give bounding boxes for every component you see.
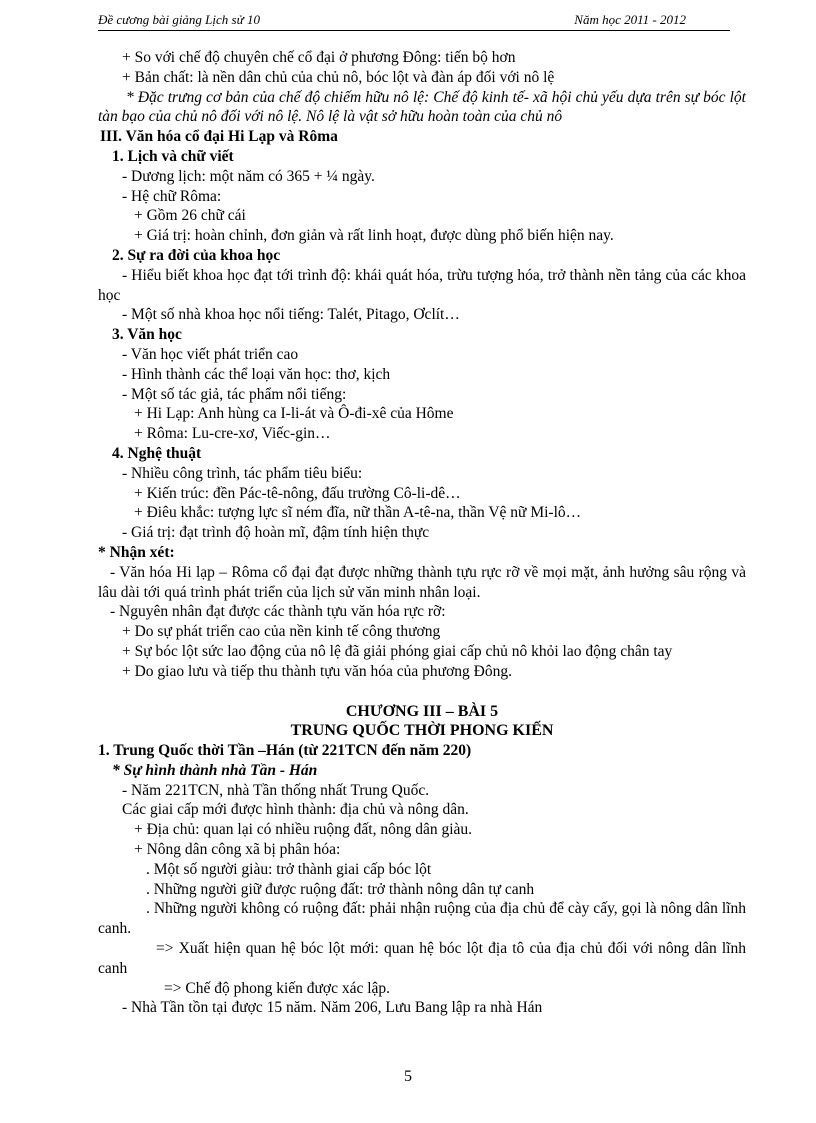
subsection-heading: 1. Lịch và chữ viết xyxy=(112,147,234,165)
text-line: - Hình thành các thể loại văn học: thơ, kịch xyxy=(122,365,391,383)
text-line: + Hi Lạp: Anh hùng ca I-li-át và Ô-đi-xê của Hôme xyxy=(134,405,454,423)
text-line: + Rôma: Lu-cre-xơ, Viếc-gin… xyxy=(134,425,331,443)
page-header xyxy=(98,10,730,31)
subsection-heading: 3. Văn học xyxy=(112,326,182,344)
text-paragraph: + Sự bóc lột sức lao động của nô lệ đã giải phóng giai cấp chủ nô khỏi lao động chân tay xyxy=(122,642,673,660)
remark-heading: * Nhận xét: xyxy=(98,543,175,561)
text-paragraph: - Văn hóa Hi lạp – Rôma cổ đại đạt được những thành tựu rực rỡ về mọi mặt, ảnh hưởng sâu rộng và lâu dài tới quá trình phát triển của lịch sử văn minh nhân loại. xyxy=(98,563,746,601)
section-heading: III. Văn hóa cổ đại Hi Lạp và Rôma xyxy=(100,128,338,146)
document-body xyxy=(98,48,746,1018)
text-line: + Do sự phát triển cao của nền kinh tế công thương xyxy=(122,623,441,641)
subsection-heading: * Sự hình thành nhà Tần - Hán xyxy=(112,761,318,779)
text-paragraph: * Đặc trưng cơ bản của chế độ chiếm hữu nô lệ: Chế độ kinh tế- xã hội chủ yếu dựa trên sự bóc lột tàn bạo của chủ nô đối với nô lệ. Nô lệ là vật sở hữu hoàn toàn của chủ nô xyxy=(98,88,746,126)
text-line: - Giá trị: đạt trình độ hoàn mĩ, đậm tính hiện thực xyxy=(122,524,430,542)
text-line: + Địa chủ: quan lại có nhiều ruộng đất, nông dân giàu. xyxy=(134,821,473,839)
header-title: Đề cương bài giảng Lịch sử 10 xyxy=(98,12,260,27)
header-school-year: Năm học 2011 - 2012 xyxy=(574,12,686,27)
text-line: - Hệ chữ Rôma: xyxy=(122,187,222,205)
subsection-heading: 2. Sự ra đời của khoa học xyxy=(112,246,281,264)
text-paragraph: => Xuất hiện quan hệ bóc lột mới: quan hệ bóc lột địa tô của địa chủ đối với nông dân lĩnh canh xyxy=(98,940,746,977)
text-line: + Gồm 26 chữ cái xyxy=(134,207,246,225)
text-line: + Giá trị: hoàn chỉnh, đơn giản và rất linh hoạt, được dùng phổ biến hiện nay. xyxy=(134,227,614,245)
section-heading: 1. Trung Quốc thời Tần –Hán (từ 221TCN đến năm 220) xyxy=(98,742,472,760)
text-line: - Văn học viết phát triển cao xyxy=(122,345,299,363)
subsection-heading: 4. Nghệ thuật xyxy=(112,444,202,462)
text-line: - Năm 221TCN, nhà Tần thống nhất Trung Quốc. xyxy=(122,781,430,799)
text-line: + Điêu khắc: tượng lực sĩ ném đĩa, nữ thần A-tê-na, thần Vệ nữ Mi-lô… xyxy=(134,504,582,522)
text-line: - Một số tác giả, tác phẩm nổi tiếng: xyxy=(122,385,347,403)
text-paragraph: - Hiểu biết khoa học đạt tới trình độ: khái quát hóa, trừu tượng hóa, trở thành nền tảng của các khoa học xyxy=(98,266,746,304)
text-line: + Do giao lưu và tiếp thu thành tựu văn hóa của phương Đông. xyxy=(122,662,512,680)
text-line: - Nhà Tần tồn tại được 15 năm. Năm 206, Lưu Bang lập ra nhà Hán xyxy=(122,999,543,1017)
text-line: => Chế độ phong kiến được xác lập. xyxy=(164,979,391,997)
text-line: - Nguyên nhân đạt được các thành tựu văn hóa rực rỡ: xyxy=(110,603,446,621)
text-line: + Kiến trúc: đền Pác-tê-nông, đấu trường Cô-li-dê… xyxy=(134,484,461,502)
text-line: - Một số nhà khoa học nổi tiếng: Talét, Pitago, Ơclít… xyxy=(122,306,460,324)
text-line: + So với chế độ chuyên chế cổ đại ở phương Đông: tiến bộ hơn xyxy=(122,49,516,66)
text-line: + Bản chất: là nền dân chủ của chủ nô, bóc lột và đàn áp đối với nô lệ xyxy=(122,68,555,86)
text-line: + Nông dân công xã bị phân hóa: xyxy=(134,841,341,859)
chapter-heading: CHƯƠNG III – BÀI 5 xyxy=(345,702,499,720)
text-paragraph: . Những người không có ruộng đất: phải nhận ruộng của địa chủ để cày cấy, gọi là nông dân lĩnh canh. xyxy=(98,900,746,938)
page-number: 5 xyxy=(404,1068,412,1085)
text-line: Các giai cấp mới được hình thành: địa chủ và nông dân. xyxy=(122,801,469,819)
text-line: . Một số người giàu: trở thành giai cấp bóc lột xyxy=(146,860,432,878)
text-line: - Nhiều công trình, tác phẩm tiêu biểu: xyxy=(122,464,363,482)
text-line: - Dương lịch: một năm có 365 + ¼ ngày. xyxy=(122,167,375,185)
lesson-title: TRUNG QUỐC THỜI PHONG KIẾN xyxy=(290,722,554,740)
text-line: . Những người giữ được ruộng đất: trở thành nông dân tự canh xyxy=(146,880,535,898)
